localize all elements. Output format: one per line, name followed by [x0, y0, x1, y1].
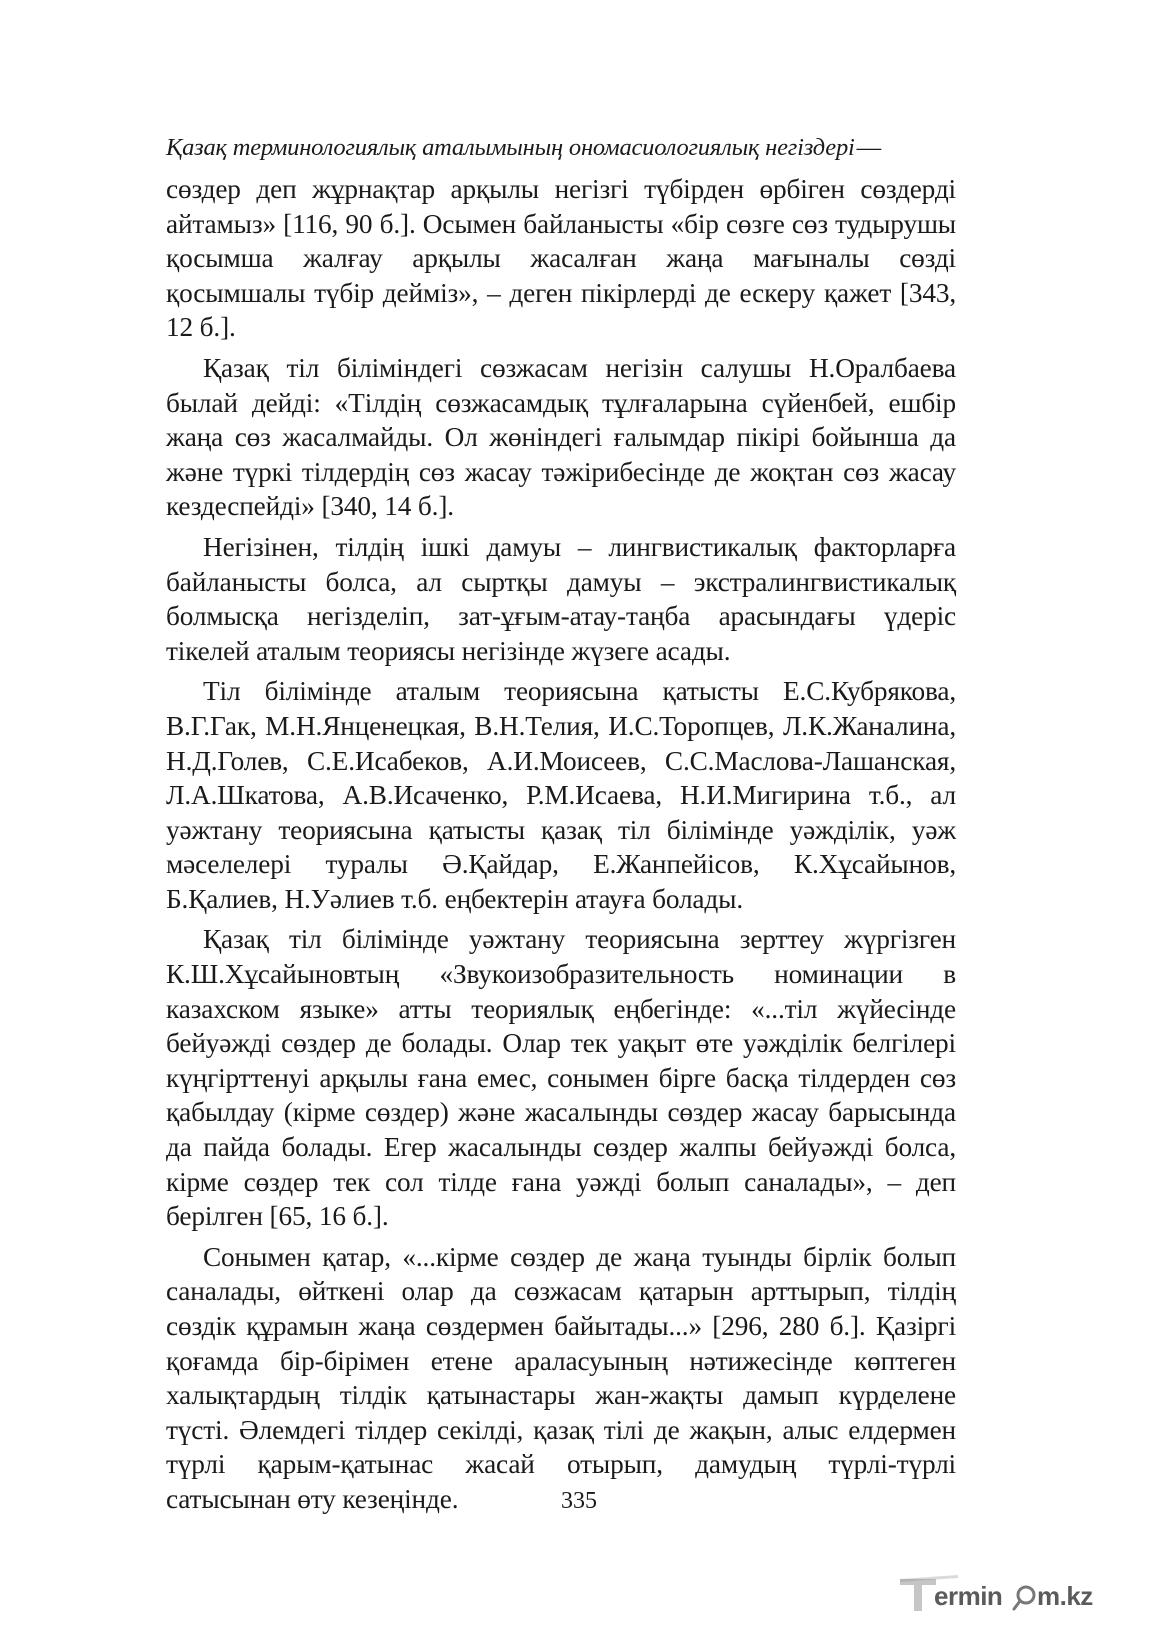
page-number: 335	[561, 1488, 597, 1514]
paragraph-1: сөздер деп жұрнақтар арқылы негізгі түбірден өрбіген сөздерді айтамыз» [116, 90 б.]. Осымен байланысты «бір сөзге сөз тудырушы қосымша жалғау арқылы жасалған жаңа мағыналы сөзді қосымшалы түбір дейміз», – деген пікірлерді де ескеру қажет [343, 12 б.].	[166, 174, 956, 343]
paragraph-4: Тіл білімінде аталым теориясына қатысты Е.С.Кубрякова, В.Г.Гак, М.Н.Янценецкая, В.Н.Телия, И.С.Торопцев, Л.К.Жаналина, Н.Д.Голев, С.Е.Исабеков, А.И.Моисеев, С.С.Маслова-Лашанская, Л.А.Шкатова, А.В.Исаченко, Р.М.Исаева, Н.И.Мигирина т.б., ал уәжтану теориясына қатысты қазақ тіл білімінде уәжділік, уәж мәселелері туралы Ә.Қайдар, Е.Жанпейісов, К.Хұсайынов, Б.Қалиев, Н.Уәлиев т.б. еңбектерін атауға болады.	[166, 676, 956, 914]
svg-text:ermin: ermin	[934, 1581, 1003, 1611]
paragraph-3: Негізінен, тілдің ішкі дамуы – лингвистикалық факторларға байланысты болса, ал сыртқы дамуы – экстралингвистикалық болмысқа негізделіп, зат-ұғым-атау-таңба арасындағы үдеріс тікелей аталым теориясы негізінде жүзеге асады.	[166, 531, 956, 666]
running-title: Қазақ терминологиялық аталымының ономасиологиялық негіздері	[166, 134, 855, 161]
svg-text:m.kz: m.kz	[1037, 1581, 1093, 1611]
paragraph-5: Қазақ тіл білімінде уәжтану теориясына зерттеу жүргізген К.Ш.Хұсайыновтың «Звукоизобразительность номинации в казахском языке» атты теориялық еңбегінде: «...тіл жүйесінде бейуәжді сөздер де болады. Олар тек уақыт өте уәжділік белгілері күңгірттенуі арқылы ғана емес, сонымен бірге басқа тілдерден сөз қабылдау (кірме сөздер) және жасалынды сөздер жасау барысында да пайда болады. Егер жасалынды сөздер жалпы бейуәжді болса, кірме сөздер тек сол тілде ғана уәжді болып саналады», – деп берілген [65, 16 б.].	[166, 924, 956, 1232]
header-dash: —	[856, 134, 881, 161]
running-header	[166, 131, 966, 165]
magnifier-icon	[1014, 1587, 1034, 1609]
paragraph-2: Қазақ тіл біліміндегі сөзжасам негізін салушы Н.Оралбаева былай дейді: «Тілдің сөзжасамдық тұлғаларына сүйенбей, ешбір жаңа сөз жасалмайды. Ол жөніндегі ғалымдар пікірі бойынша да және түркі тілдердің сөз жасау тәжірибесінде де жоқтан сөз жасау кездеспейді» [340, 14 б.].	[166, 352, 956, 522]
body-text	[166, 172, 956, 1523]
paragraph-6: Сонымен қатар, «...кірме сөздер де жаңа туынды бірлік болып саналады, өйткені олар да сөзжасам қатарын арттырып, тілдің сөздік құрамын жаңа сөздермен байытады...» [296, 280 б.]. Қазіргі қоғамда бір-бірімен етене араласуының нәтижесінде көптеген халықтардың тілдік қатынастары жан-жақты дамып күрделене түсті. Әлемдегі тілдер секілді, қазақ тілі де жақын, алыс елдермен түрлі қарым-қатынас жасай отырып, дамудың түрлі-түрлі сатысынан өту кезеңінде.	[166, 1241, 956, 1514]
watermark-logo	[898, 1567, 1118, 1617]
